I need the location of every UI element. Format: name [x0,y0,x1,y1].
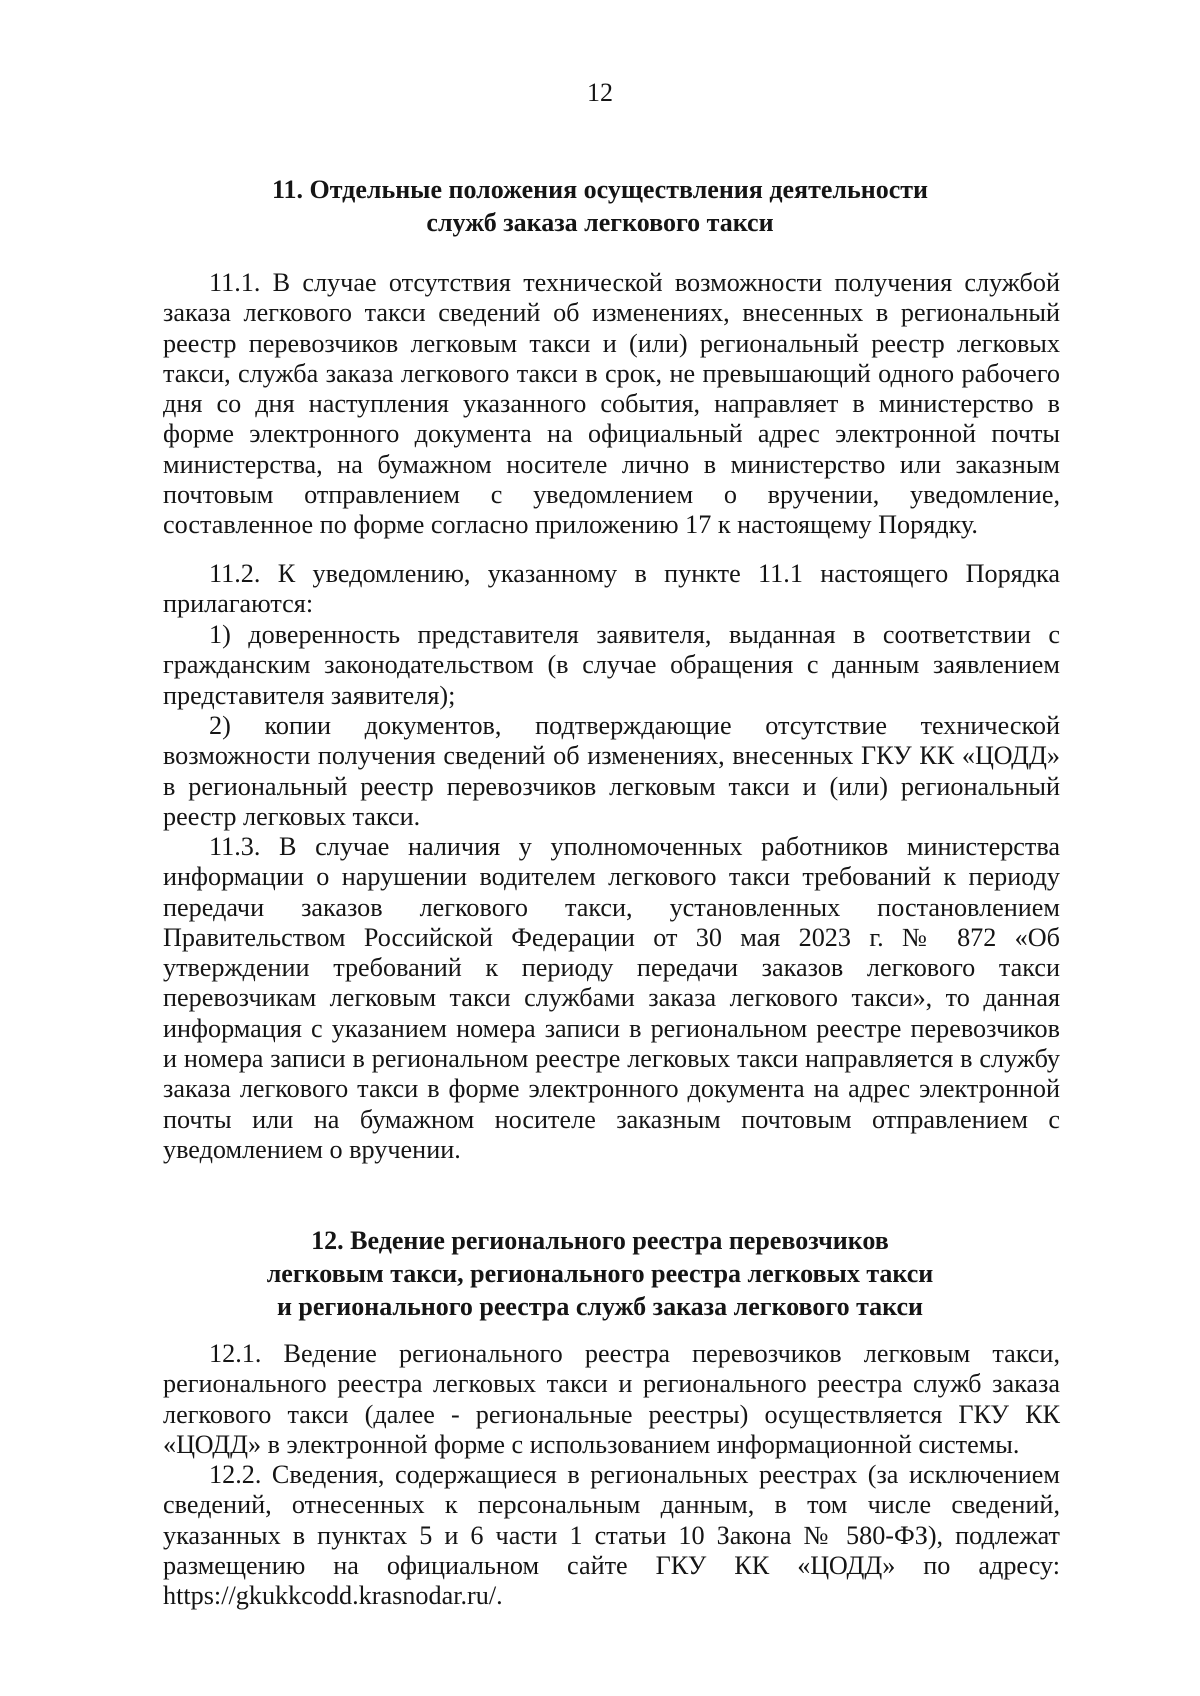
section-11-heading-line2: служб заказа легкового такси [426,208,774,237]
paragraph-12-1: 12.1. Ведение регионального реестра перевозчиков легковым такси, регионального реестра легковых такси и регионального реестра служб заказа легкового такси (далее - региональные реестры) осуществляется ГКУ КК «ЦОДД» в электронной форме с использованием информационной системы. [163,1339,1060,1459]
paragraph-12-2: 12.2. Сведения, содержащиеся в региональных реестрах (за исключением сведений, отнесенных к персональным данным, в том числе сведений, указанных в пунктах 5 и 6 части 1 статьи 10 Закона № 580-ФЗ), подлежат размещению на официальном сайте ГКУ КК «ЦОДД» по адресу: https://gkukkcodd.krasnodar.ru/. [163,1460,1060,1611]
section-12-heading-line3: и регионального реестра служб заказа легкового такси [276,1292,924,1321]
paragraph-11-3: 11.3. В случае наличия у уполномоченных работников министерства информации о нарушении водителем легкового такси требований к периоду передачи заказов легкового такси, установленных постановлением Правительством Российской Федерации от 30 мая 2023 г. № 872 «Об утверждении требований к периоду передачи заказов легкового такси перевозчикам легковым такси службами заказа легкового такси», то данная информация с указанием номера записи в региональном реестре перевозчиков и номера записи в региональном реестре легковых такси направляется в службу заказа легкового такси в форме электронного документа на адрес электронной почты или на бумажном носителе заказным почтовым отправлением с уведомлением о вручении. [163,832,1060,1164]
paragraph-11-2-item-1: 1) доверенность представителя заявителя, выданная в соответствии с гражданским законодательством (в случае обращения с данным заявлением представителя заявителя); [163,620,1060,710]
paragraph-11-1: 11.1. В случае отсутствия технической возможности получения службой заказа легкового такси сведений об изменениях, внесенных в региональный реестр перевозчиков легковым такси и (или) региональный реестр легковых такси, служба заказа легкового такси в срок, не превышающий одного рабочего дня со дня наступления указанного события, направляет в министерство в форме электронного документа на официальный адрес электронной почты министерства, на бумажном носителе лично в министерство или заказным почтовым отправлением с уведомлением о вручении, уведомление, составленное по форме согласно приложению 17 к настоящему Порядку. [163,268,1060,540]
section-11-heading [140,173,1060,239]
paragraph-11-2-item-2: 2) копии документов, подтверждающие отсутствие технической возможности получения сведений об изменениях, внесенных ГКУ КК «ЦОДД» в региональный реестр перевозчиков легковым такси и (или) региональный реестр легковых такси. [163,711,1060,831]
section-12-heading [140,1224,1060,1323]
page-number: 12 [587,78,613,107]
section-11-heading-line1: 11. Отдельные положения осуществления деятельности [271,175,929,204]
section-12-heading-line2: легковым такси, регионального реестра легковых такси [266,1259,934,1288]
paragraph-11-2: 11.2. К уведомлению, указанному в пункте 11.1 настоящего Порядка прилагаются: [163,559,1060,619]
section-12-heading-line1: 12. Ведение регионального реестра перевозчиков [311,1226,889,1255]
